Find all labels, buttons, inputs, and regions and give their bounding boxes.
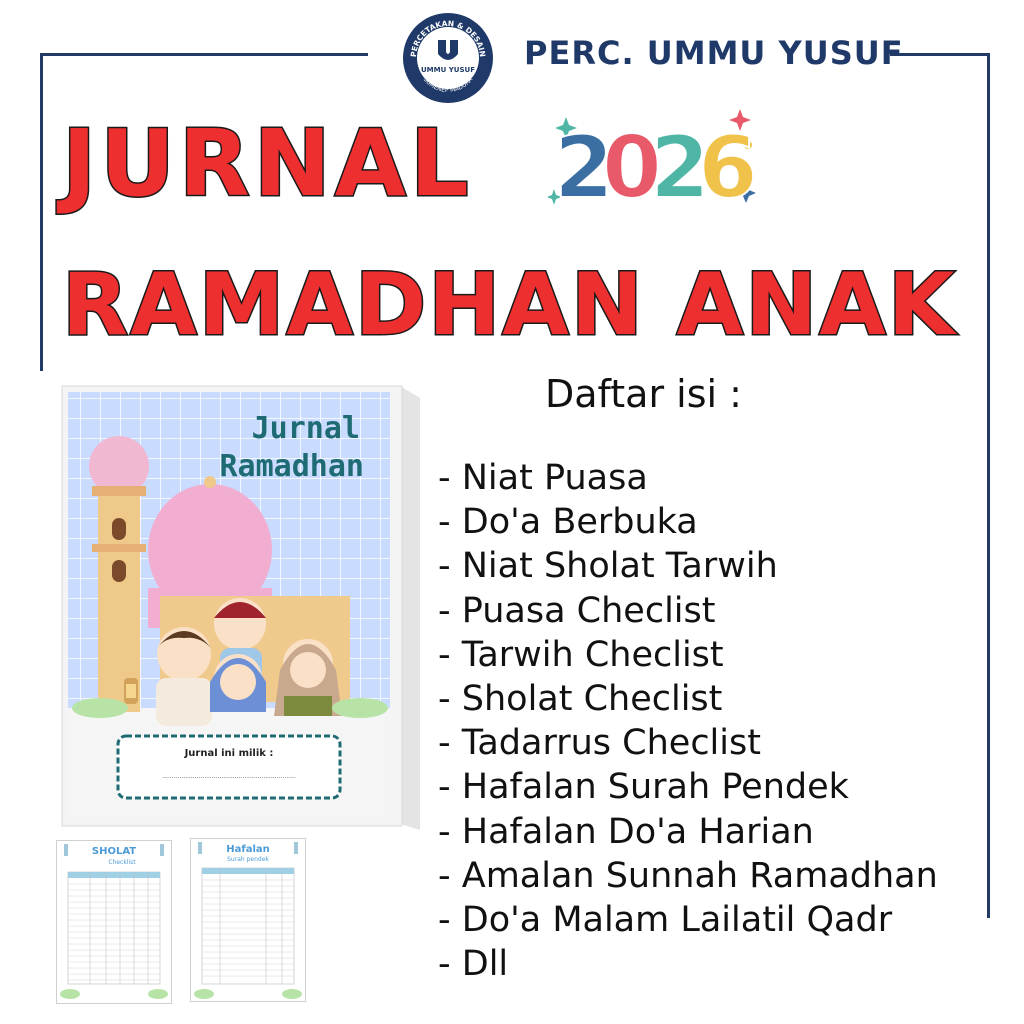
- cover-title-line-2: Ramadhan: [219, 449, 364, 484]
- cover-owner-label: Jurnal ini milik :: [184, 748, 274, 759]
- title-line-1: JURNAL: [62, 110, 473, 217]
- year-digit-3: 2: [650, 118, 710, 215]
- toc-item: - Dll: [438, 944, 509, 985]
- sholat-page-thumbnail: [56, 840, 172, 1004]
- toc-list: [438, 456, 938, 986]
- toc-item: - Sholat Checlist: [438, 679, 723, 720]
- toc-item: - Tarwih Checlist: [438, 634, 724, 675]
- toc-item: - Tadarrus Checlist: [438, 723, 761, 764]
- year-digit-2: 0: [602, 118, 662, 215]
- toc-item: - Hafalan Surah Pendek: [438, 767, 849, 808]
- logo-arc-bottom-text: SUMENEP MADURA: [421, 76, 475, 95]
- toc-item: - Do'a Berbuka: [438, 502, 698, 543]
- year-digit-4: 6: [698, 118, 758, 215]
- toc-item: - Hafalan Do'a Harian: [438, 811, 814, 852]
- toc-item: - Niat Puasa: [438, 458, 648, 498]
- toc-heading: Daftar isi :: [545, 372, 742, 416]
- lantern-icon: [124, 678, 138, 704]
- sholat-page-title: SHOLAT: [91, 846, 137, 857]
- year-digit-1: 2: [554, 118, 614, 215]
- cover-owner-line: ......................................................................: [162, 773, 296, 780]
- hafalan-page-thumbnail: [190, 838, 306, 1002]
- frame-left: [40, 53, 43, 371]
- hafalan-page-subtitle: Surah pendek: [227, 856, 269, 863]
- minaret-illustration: [89, 436, 149, 712]
- sholat-page-subtitle: Checklist: [108, 859, 136, 866]
- cover-title-line-1: Jurnal: [251, 411, 360, 446]
- book-cover: [60, 378, 420, 838]
- toc-item: - Do'a Malam Lailatil Qadr: [438, 900, 893, 941]
- toc-item: - Amalan Sunnah Ramadhan: [438, 855, 938, 896]
- frame-right: [987, 53, 990, 918]
- year-badge: [548, 105, 758, 215]
- hafalan-page-title: Hafalan: [226, 844, 270, 855]
- logo-arc-top-text: PERCETAKAN & DESAIN: [408, 18, 488, 58]
- company-logo: [402, 12, 494, 104]
- frame-top-right: [890, 53, 990, 56]
- toc-item: - Niat Sholat Tarwih: [438, 546, 778, 587]
- toc-item: - Puasa Checlist: [438, 590, 716, 631]
- brand-name: PERC. UMMU YUSUF: [524, 34, 904, 72]
- logo-center-text: UMMU YUSUF: [421, 66, 475, 74]
- frame-top-left: [40, 53, 368, 56]
- title-line-2: RAMADHAN ANAK: [62, 255, 957, 355]
